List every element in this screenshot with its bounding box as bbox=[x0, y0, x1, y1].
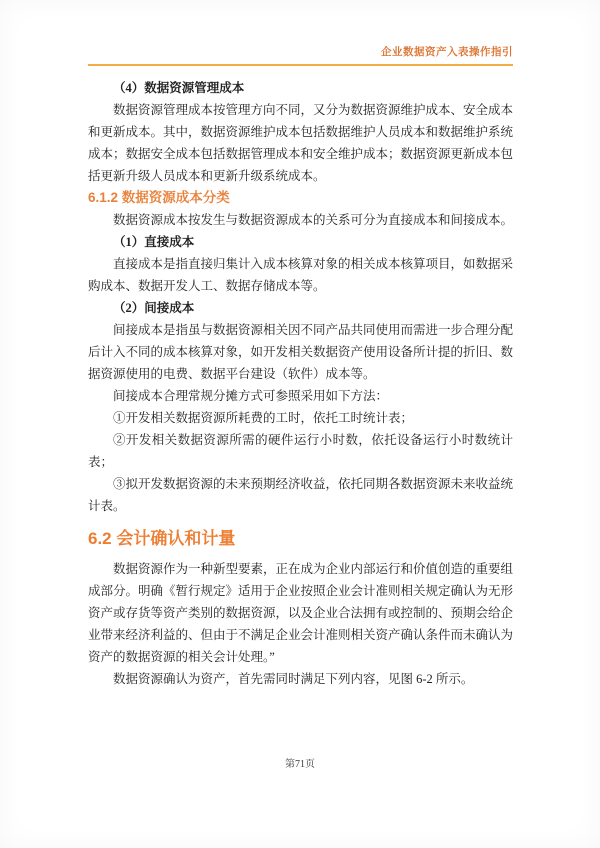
sub-heading-indirect-cost: （2）间接成本 bbox=[113, 301, 195, 315]
numbered-item-1: ①开发相关数据资源所耗费的工时，依托工时统计表； bbox=[113, 411, 414, 425]
page-footer bbox=[0, 755, 600, 770]
section-heading-6-1-2: 6.1.2 数据资源成本分类 bbox=[88, 190, 230, 205]
sub-heading-cost-4: （4）数据资源管理成本 bbox=[113, 81, 245, 95]
chapter-heading-6-2: 6.2 会计确认和计量 bbox=[88, 529, 236, 548]
numbered-item-2: ②开发相关数据资源所需的硬件运行小时数，依托设备运行小时数统计表； bbox=[88, 433, 513, 469]
sub-heading-direct-cost: （1）直接成本 bbox=[113, 235, 195, 249]
running-header-title: 企业数据资产入表操作指引 bbox=[381, 47, 513, 58]
paragraph-cost-relation: 数据资源成本按发生与数据资源成本的关系可分为直接成本和间接成本。 bbox=[113, 213, 514, 227]
paragraph-indirect-cost: 间接成本是指虽与数据资源相关因不同产品共同使用而需进一步合理分配后计入不同的成本核算对象，如开发相关数据资产使用设备所计提的折旧、数据资源使用的电费、数据平台建设（软件）成本等。 bbox=[88, 323, 514, 381]
paragraph-allocation-intro: 间接成本合理常规分摊方式可参照采用如下方法： bbox=[113, 389, 389, 403]
page-number: 第71页 bbox=[285, 759, 315, 770]
paragraph-direct-cost: 直接成本是指直接归集计入成本核算对象的相关成本核算项目，如数据采购成本、数据开发人工、数据存储成本等。 bbox=[88, 257, 514, 293]
paragraph-accounting-scope: 数据资源作为一种新型要素，正在成为企业内部运行和价值创造的重要组成部分。明确《暂行规定》适用于企业按照企业会计准则相关规定确认为无形资产或存货等资产类别的数据资源，以及企业合法拥有或控制的、预期会给企业带来经济利益的、但由于不满足企业会计准则相关资产确认条件而未确认为资产的数据资源的相关会计处理。” bbox=[88, 562, 514, 664]
header-divider-rule bbox=[88, 64, 513, 66]
paragraph-asset-conditions: 数据资源确认为资产，首先需同时满足下列内容，见图 6-2 所示。 bbox=[113, 672, 474, 686]
paragraph-management-cost: 数据资源管理成本按管理方向不同，又分为数据资源维护成本、安全成本和更新成本。其中，数据资源维护成本包括数据维护人员成本和数据维护系统成本；数据安全成本包括数据管理成本和安全维护成本；数据资源更新成本包括更新升级人员成本和更新升级系统成本。 bbox=[88, 103, 514, 183]
document-body bbox=[88, 77, 513, 690]
numbered-item-3: ③拟开发数据资源的未来预期经济收益，依托同期各数据资源未来收益统计表。 bbox=[88, 477, 514, 513]
